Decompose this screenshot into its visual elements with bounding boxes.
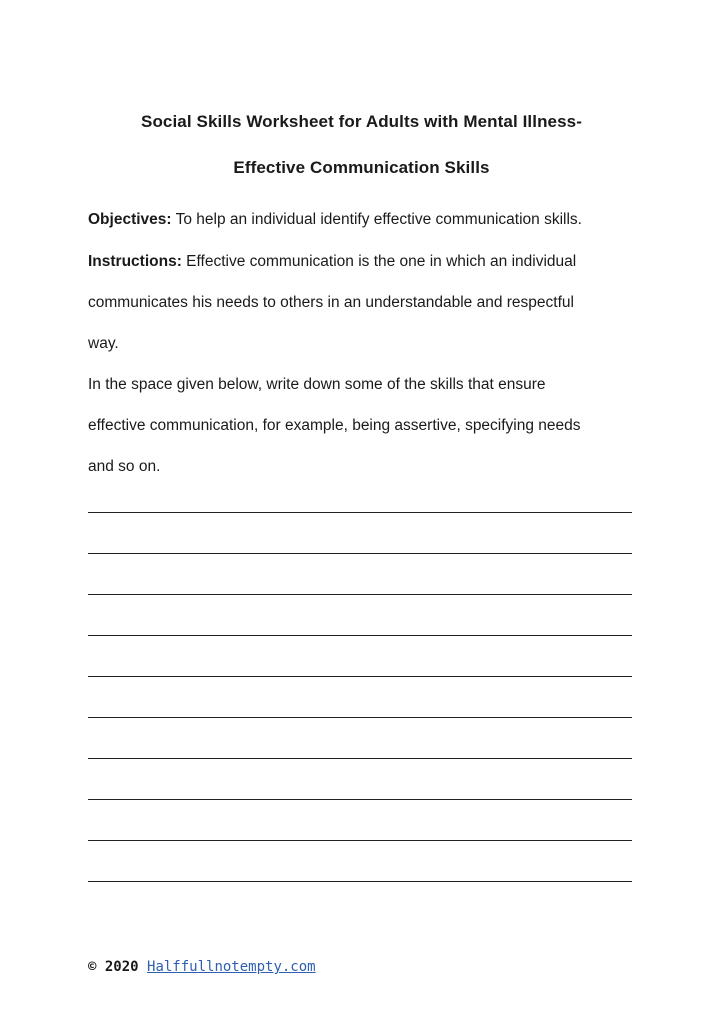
answer-line[interactable] <box>88 799 632 800</box>
prompt-text-line-1: In the space given below, write down some of the skills that ensure <box>88 376 546 393</box>
instructions-text-line-1: Effective communication is the one in which an individual <box>181 253 577 270</box>
copyright-text: © 2020 <box>88 959 139 975</box>
instructions-label: Instructions: <box>88 253 182 270</box>
prompt-text-line-3: and so on. <box>88 458 161 475</box>
instructions-paragraph <box>88 252 648 272</box>
worksheet-title: Social Skills Worksheet for Adults with Mental Illness- <box>141 112 582 131</box>
answer-line[interactable] <box>88 635 632 636</box>
answer-line[interactable] <box>88 512 632 513</box>
answer-line[interactable] <box>88 717 632 718</box>
answer-line[interactable] <box>88 758 632 759</box>
objectives-text: To help an individual identify effective communication skills. <box>171 211 582 228</box>
answer-line[interactable] <box>88 553 632 554</box>
answer-line[interactable] <box>88 676 632 677</box>
answer-line[interactable] <box>88 881 632 882</box>
prompt-text-line-2: effective communication, for example, being assertive, specifying needs <box>88 417 581 434</box>
objectives-label: Objectives: <box>88 211 172 228</box>
answer-line[interactable] <box>88 840 632 841</box>
objectives-paragraph <box>88 210 648 230</box>
worksheet-subtitle: Effective Communication Skills <box>233 158 490 177</box>
answer-line[interactable] <box>88 594 632 595</box>
instructions-text-line-3: way. <box>88 335 119 352</box>
instructions-text-line-2: communicates his needs to others in an understandable and respectful <box>88 294 574 311</box>
footer <box>88 959 316 975</box>
footer-link[interactable]: Halffullnotempty.com <box>147 959 316 975</box>
